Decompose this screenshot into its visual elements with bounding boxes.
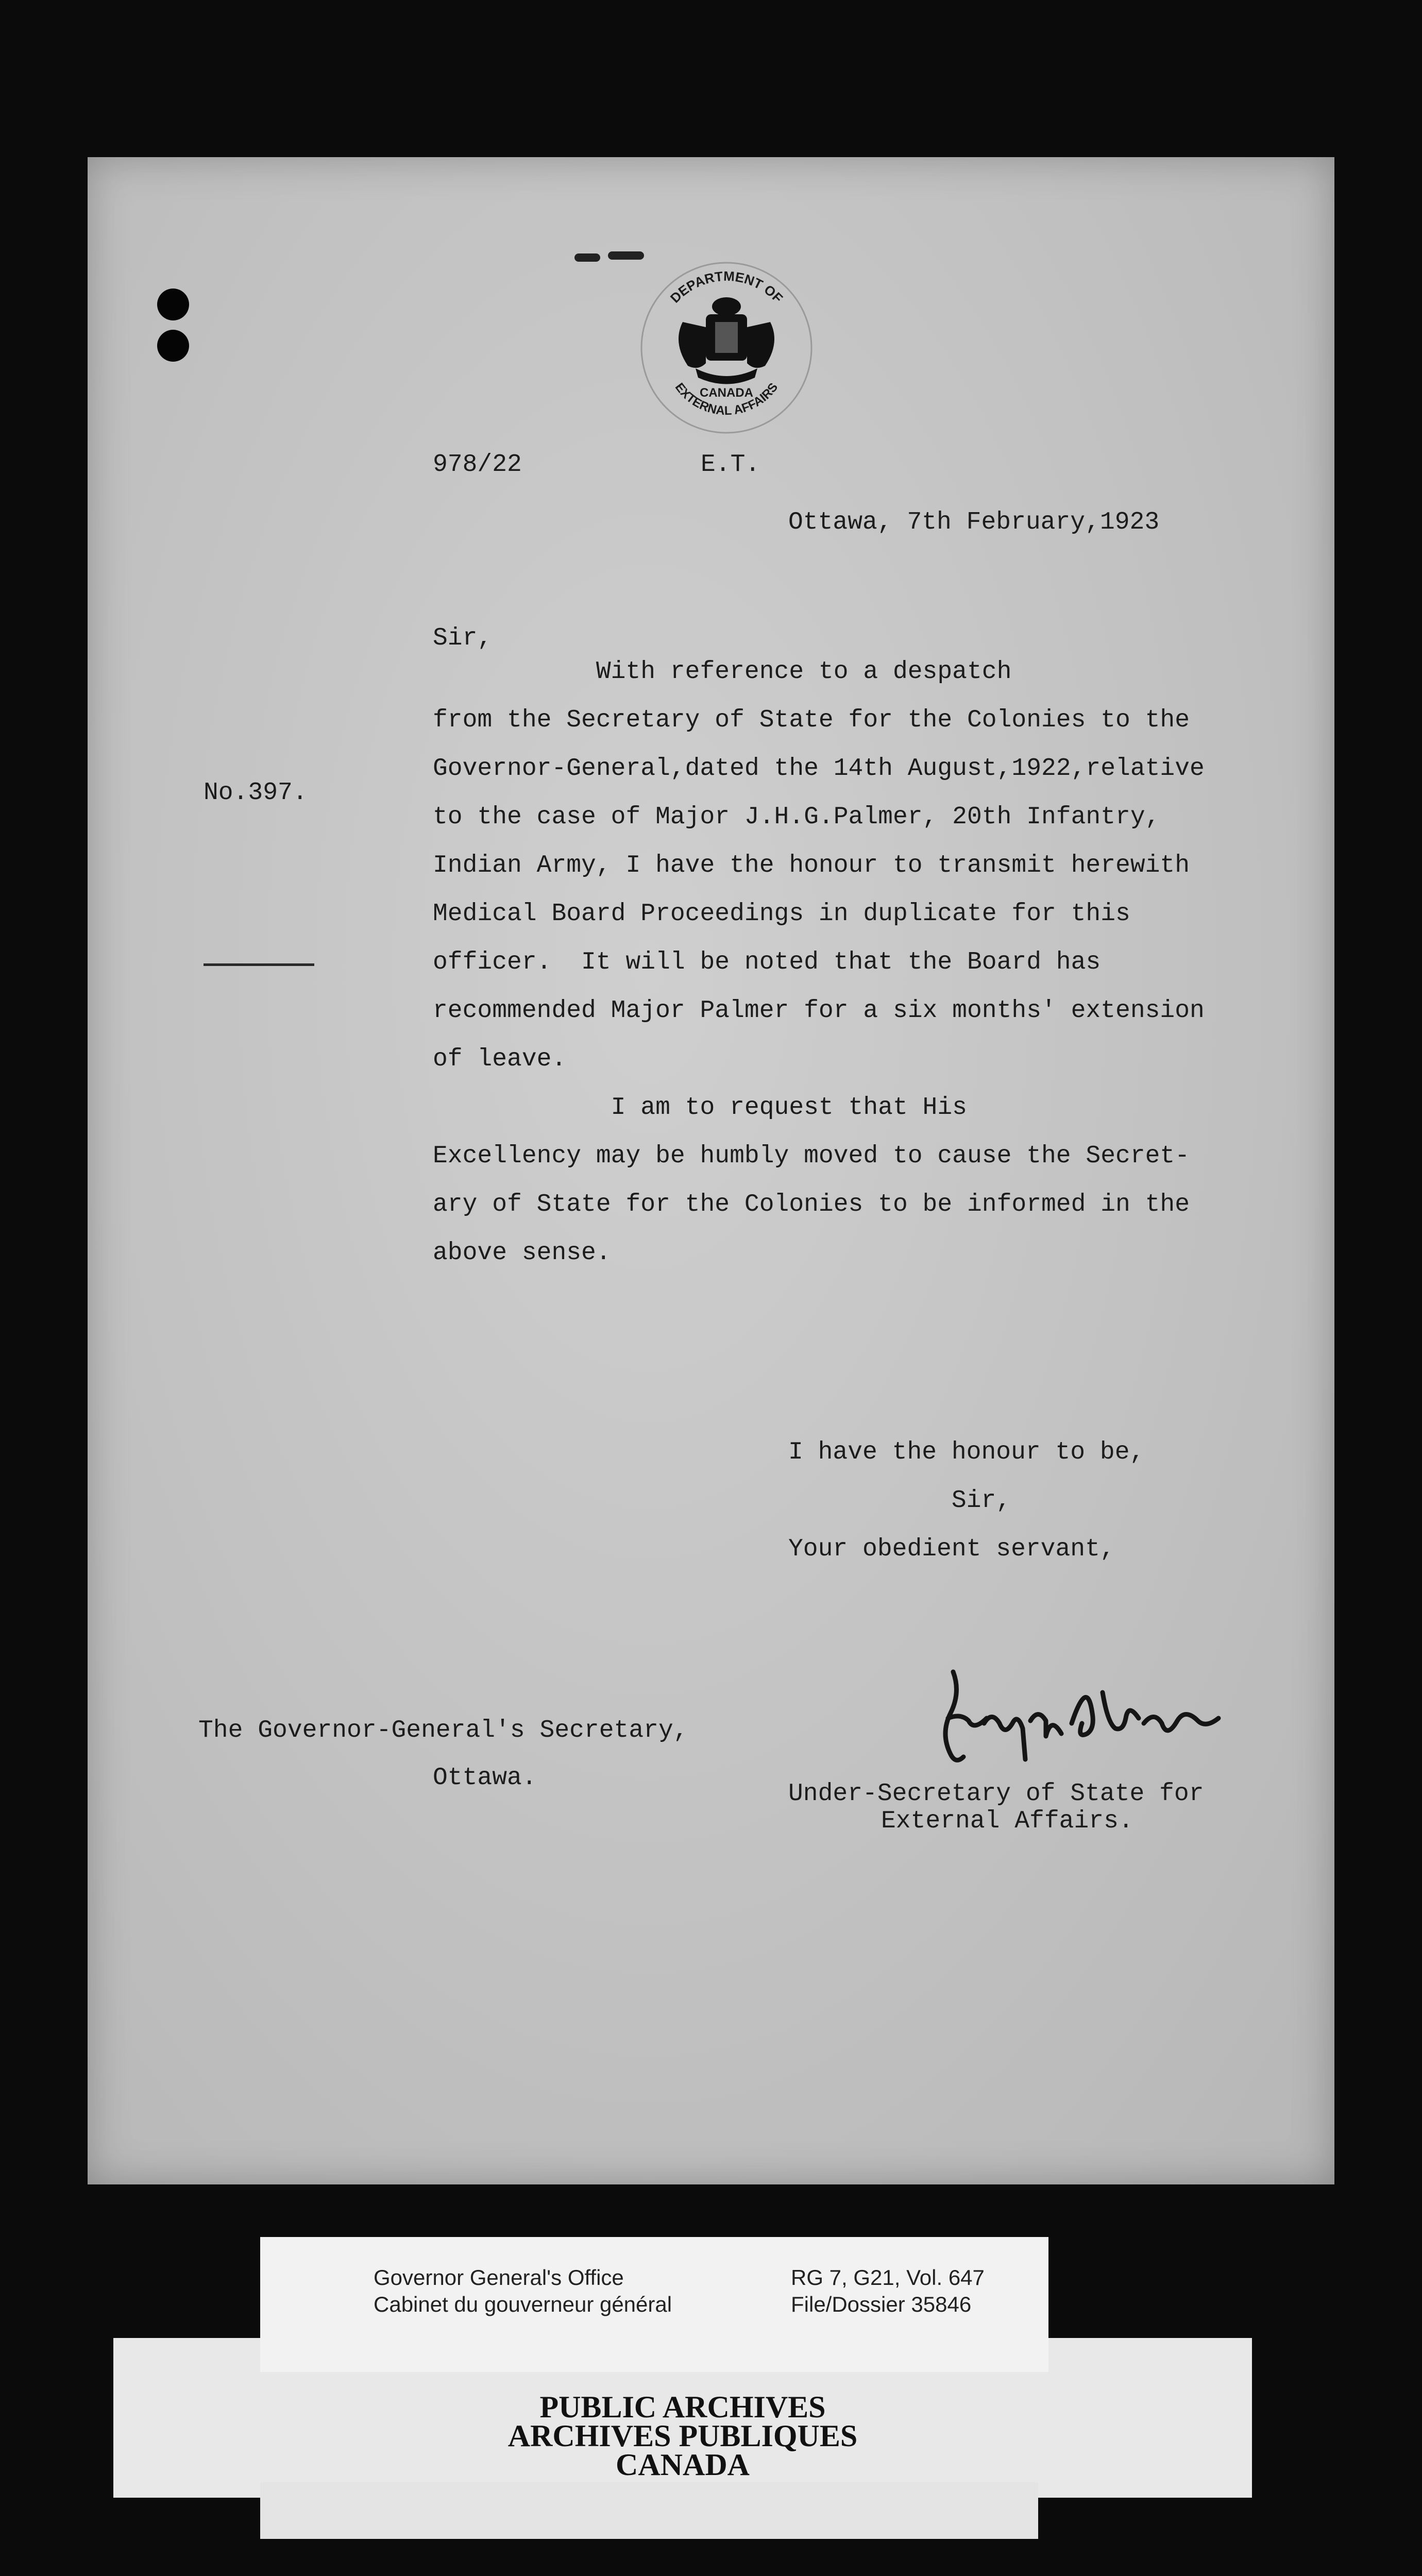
department-seal-icon [629, 250, 824, 446]
signer-title: External Affairs. [881, 1807, 1133, 1835]
office-french: Cabinet du gouverneur général [374, 2292, 672, 2316]
archive-label-strip [260, 2482, 1038, 2539]
body-line: to the case of Major J.H.G.Palmer, 20th Infantry, [433, 803, 1160, 831]
margin-rule [204, 963, 314, 966]
closing-line: Your obedient servant, [788, 1535, 1115, 1563]
body-line: With reference to a despatch [433, 658, 1012, 686]
body-line: Governor-General,dated the 14th August,1922,relative [433, 755, 1205, 783]
archive-stamp-line: PUBLIC ARCHIVES [539, 2390, 826, 2424]
handwritten-signature-icon [917, 1662, 1247, 1795]
body-line: Indian Army, I have the honour to transmit herewith [433, 852, 1190, 879]
body-line: ary of State for the Colonies to be informed in the [433, 1191, 1190, 1218]
date-line: Ottawa, 7th February,1923 [788, 509, 1160, 536]
file-number: File/Dossier 35846 [791, 2292, 972, 2316]
seal-initials: E.T. [701, 451, 760, 479]
body-line: Medical Board Proceedings in duplicate for this [433, 900, 1130, 928]
office-english: Governor General's Office [374, 2265, 624, 2290]
file-reference: 978/22 [433, 451, 522, 479]
closing-line: I have the honour to be, [788, 1438, 1145, 1466]
ink-mark [574, 253, 600, 262]
signer-title: Under-Secretary of State for [788, 1780, 1204, 1808]
addressee: The Governor-General's Secretary, [198, 1717, 688, 1744]
record-group: RG 7, G21, Vol. 647 [791, 2265, 985, 2290]
margin-number: No.397. [204, 779, 308, 807]
punch-hole [157, 289, 189, 320]
body-line: recommended Major Palmer for a six months' extension [433, 997, 1205, 1025]
punch-hole [157, 330, 189, 362]
svg-text:DEPARTMENT OF: DEPARTMENT OF [667, 268, 786, 306]
body-line: of leave. [433, 1045, 567, 1073]
body-line: from the Secretary of State for the Colonies to the [433, 706, 1190, 734]
salutation: Sir, [433, 624, 493, 652]
body-line: officer. It will be noted that the Board has [433, 948, 1101, 976]
svg-text:CANADA: CANADA [700, 386, 753, 400]
addressee-city: Ottawa. [433, 1764, 537, 1792]
body-line: above sense. [433, 1239, 611, 1267]
archive-stamp-line: CANADA [616, 2448, 750, 2482]
body-line: Excellency may be humbly moved to cause the Secret- [433, 1142, 1190, 1170]
archive-label [260, 2237, 1048, 2372]
svg-text:EXTERNAL AFFAIRS: EXTERNAL AFFAIRS [672, 380, 781, 418]
archive-stamp-line: ARCHIVES PUBLIQUES [507, 2419, 858, 2453]
letter-page [88, 157, 1334, 2184]
closing-line: Sir, [788, 1487, 1011, 1515]
body-line: I am to request that His [433, 1094, 967, 1122]
